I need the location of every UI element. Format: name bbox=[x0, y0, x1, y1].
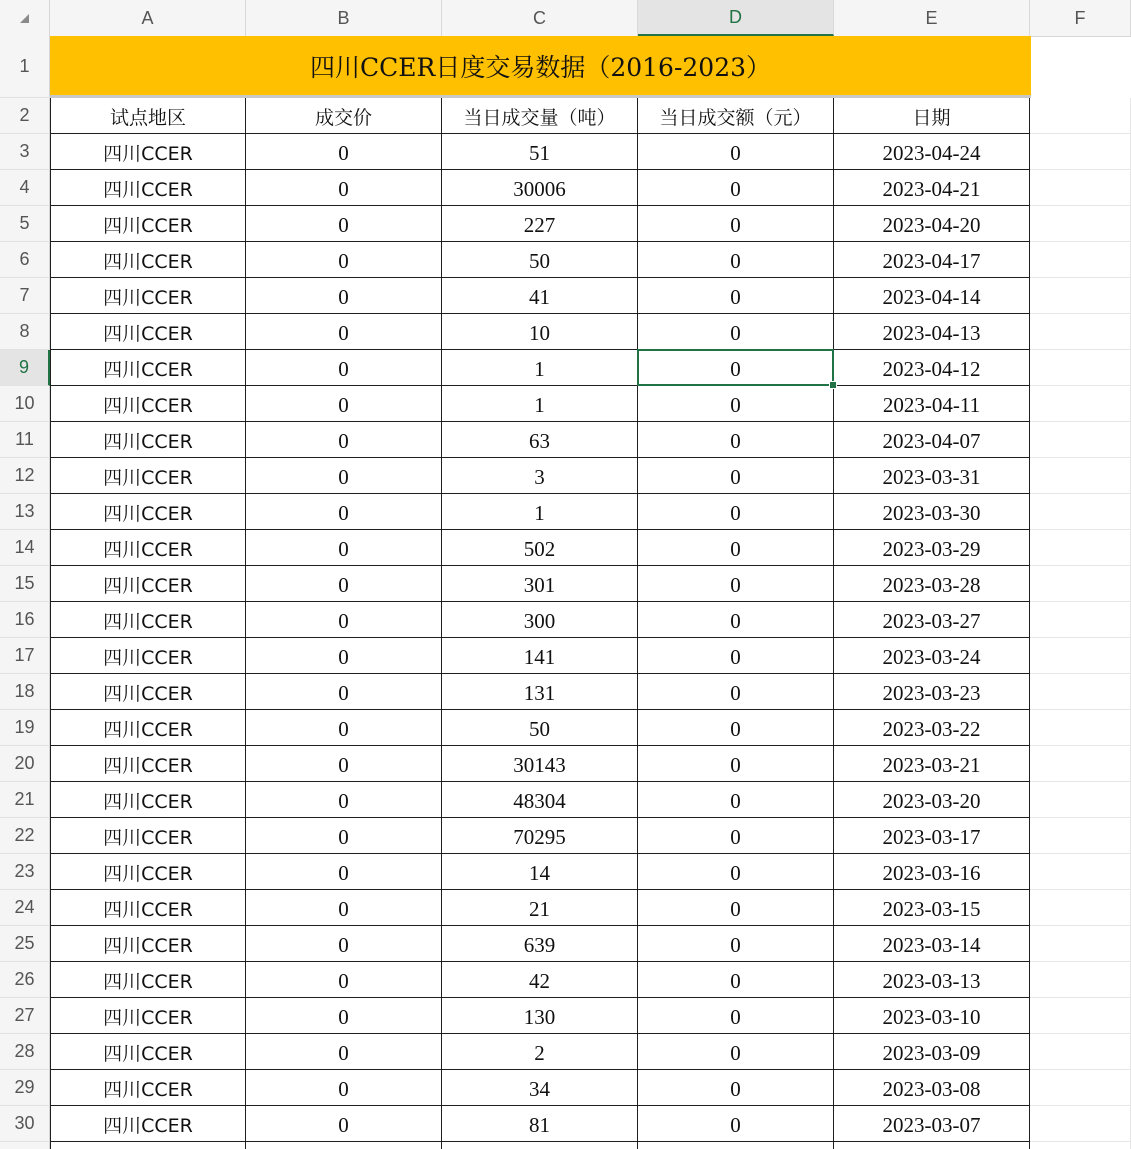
cell-d[interactable]: 0 bbox=[638, 710, 834, 746]
row-header-partial[interactable] bbox=[0, 1142, 50, 1149]
cell-f[interactable] bbox=[1030, 242, 1131, 278]
cell-c[interactable]: 50 bbox=[442, 710, 638, 746]
table-row bbox=[50, 854, 1131, 890]
cell-c[interactable]: 3 bbox=[442, 458, 638, 494]
cell-f[interactable] bbox=[1030, 890, 1131, 926]
cell-c[interactable]: 639 bbox=[442, 926, 638, 962]
cell-a[interactable]: 四川CCER bbox=[50, 602, 246, 638]
row-header-11[interactable]: 11 bbox=[0, 422, 50, 458]
row-header-28[interactable]: 28 bbox=[0, 1034, 50, 1070]
row-header-24[interactable]: 24 bbox=[0, 890, 50, 926]
cell-b[interactable]: 0 bbox=[246, 494, 442, 530]
cell-d[interactable]: 0 bbox=[638, 1070, 834, 1106]
cell-c[interactable]: 70295 bbox=[442, 818, 638, 854]
cell-b[interactable]: 0 bbox=[246, 278, 442, 314]
cell-f[interactable] bbox=[1030, 494, 1131, 530]
table-row bbox=[50, 566, 1131, 602]
cell-e[interactable]: 2023-03-24 bbox=[834, 638, 1030, 674]
cell-c[interactable]: 130 bbox=[442, 998, 638, 1034]
table-row bbox=[50, 638, 1131, 674]
cell-d[interactable]: 0 bbox=[638, 350, 834, 386]
table-row bbox=[50, 170, 1131, 206]
cell-c[interactable]: 51 bbox=[442, 134, 638, 170]
cell-d[interactable] bbox=[638, 1142, 834, 1149]
cell-f[interactable] bbox=[1030, 566, 1131, 602]
cell-a[interactable]: 四川CCER bbox=[50, 854, 246, 890]
cell-c[interactable]: 1 bbox=[442, 386, 638, 422]
cell-e[interactable]: 2023-04-14 bbox=[834, 278, 1030, 314]
cell-b[interactable]: 0 bbox=[246, 1034, 442, 1070]
cell-d[interactable]: 0 bbox=[638, 386, 834, 422]
cell-f[interactable] bbox=[1030, 134, 1131, 170]
cell-c[interactable]: 2 bbox=[442, 1034, 638, 1070]
cell-d[interactable]: 0 bbox=[638, 1106, 834, 1142]
row-header-19[interactable]: 19 bbox=[0, 710, 50, 746]
table-row bbox=[50, 314, 1131, 350]
table-row bbox=[50, 242, 1131, 278]
cell-a[interactable]: 四川CCER bbox=[50, 422, 246, 458]
cell-a[interactable]: 四川CCER bbox=[50, 278, 246, 314]
cell-a[interactable]: 四川CCER bbox=[50, 746, 246, 782]
cell-b[interactable]: 0 bbox=[246, 458, 442, 494]
table-row bbox=[50, 1106, 1131, 1142]
cell-e[interactable]: 2023-03-21 bbox=[834, 746, 1030, 782]
cell-a[interactable] bbox=[50, 1142, 246, 1149]
cell-b[interactable]: 0 bbox=[246, 998, 442, 1034]
cell-e[interactable]: 2023-04-07 bbox=[834, 422, 1030, 458]
cell-f[interactable] bbox=[1030, 386, 1131, 422]
cell-b[interactable]: 0 bbox=[246, 206, 442, 242]
cell-f[interactable] bbox=[1030, 350, 1131, 386]
cell-e[interactable]: 2023-03-09 bbox=[834, 1034, 1030, 1070]
cell-e[interactable]: 2023-03-22 bbox=[834, 710, 1030, 746]
cell-a[interactable]: 四川CCER bbox=[50, 782, 246, 818]
cell-f[interactable] bbox=[1030, 854, 1131, 890]
cell-a[interactable]: 四川CCER bbox=[50, 458, 246, 494]
row-header-6[interactable]: 6 bbox=[0, 242, 50, 278]
cell-b[interactable]: 0 bbox=[246, 926, 442, 962]
cell-c[interactable]: 21 bbox=[442, 890, 638, 926]
cell-a[interactable]: 四川CCER bbox=[50, 1106, 246, 1142]
cell-c[interactable]: 227 bbox=[442, 206, 638, 242]
table-row bbox=[50, 1070, 1131, 1106]
cell-d[interactable]: 0 bbox=[638, 242, 834, 278]
cell-b[interactable]: 0 bbox=[246, 890, 442, 926]
table-row bbox=[50, 350, 1131, 386]
row-header-20[interactable]: 20 bbox=[0, 746, 50, 782]
cell-f[interactable] bbox=[1030, 782, 1131, 818]
row-header-10[interactable]: 10 bbox=[0, 386, 50, 422]
cell-e[interactable]: 2023-03-07 bbox=[834, 1106, 1030, 1142]
cell-d[interactable]: 0 bbox=[638, 602, 834, 638]
cell-f[interactable] bbox=[1030, 206, 1131, 242]
cell-e[interactable]: 2023-03-15 bbox=[834, 890, 1030, 926]
cell-e[interactable]: 2023-04-13 bbox=[834, 314, 1030, 350]
cell-d[interactable]: 0 bbox=[638, 314, 834, 350]
cell-d[interactable]: 当日成交额（元） bbox=[638, 98, 834, 134]
row-header-7[interactable]: 7 bbox=[0, 278, 50, 314]
header-row bbox=[50, 98, 1131, 134]
cell-e[interactable]: 2023-03-17 bbox=[834, 818, 1030, 854]
cell-c[interactable]: 502 bbox=[442, 530, 638, 566]
table-row bbox=[50, 494, 1131, 530]
cell-c[interactable]: 1 bbox=[442, 350, 638, 386]
row-header-25[interactable]: 25 bbox=[0, 926, 50, 962]
table-row bbox=[50, 530, 1131, 566]
column-header-b[interactable]: B bbox=[246, 0, 442, 36]
cell-f[interactable] bbox=[1030, 530, 1131, 566]
cell-d[interactable]: 0 bbox=[638, 746, 834, 782]
table-row bbox=[50, 602, 1131, 638]
cell-c[interactable]: 10 bbox=[442, 314, 638, 350]
table-row bbox=[50, 386, 1131, 422]
cell-a[interactable]: 四川CCER bbox=[50, 350, 246, 386]
table-row bbox=[50, 674, 1131, 710]
title-cell[interactable]: 四川CCER日度交易数据（2016-2023） bbox=[50, 36, 1031, 98]
cell-d[interactable]: 0 bbox=[638, 926, 834, 962]
row-header-9[interactable]: 9 bbox=[0, 350, 50, 386]
cell-a[interactable]: 四川CCER bbox=[50, 1034, 246, 1070]
cell-f[interactable] bbox=[1030, 170, 1131, 206]
table-row bbox=[50, 206, 1131, 242]
row-header-8[interactable]: 8 bbox=[0, 314, 50, 350]
cell-a[interactable]: 四川CCER bbox=[50, 206, 246, 242]
table-row-partial bbox=[50, 1142, 1131, 1149]
cell-c[interactable]: 14 bbox=[442, 854, 638, 890]
cell-a[interactable]: 四川CCER bbox=[50, 242, 246, 278]
column-header-e[interactable]: E bbox=[834, 0, 1030, 36]
cell-a[interactable]: 四川CCER bbox=[50, 926, 246, 962]
table-row bbox=[50, 746, 1131, 782]
cell-f[interactable] bbox=[1030, 1070, 1131, 1106]
row-header-15[interactable]: 15 bbox=[0, 566, 50, 602]
cell-e[interactable]: 2023-03-23 bbox=[834, 674, 1030, 710]
cell-a[interactable]: 四川CCER bbox=[50, 314, 246, 350]
cell-c[interactable]: 30006 bbox=[442, 170, 638, 206]
row-header-4[interactable]: 4 bbox=[0, 170, 50, 206]
cell-b[interactable]: 0 bbox=[246, 314, 442, 350]
cell-e[interactable]: 2023-03-30 bbox=[834, 494, 1030, 530]
cell-f[interactable] bbox=[1030, 998, 1131, 1034]
row-header-21[interactable]: 21 bbox=[0, 782, 50, 818]
cell-e[interactable]: 2023-03-08 bbox=[834, 1070, 1030, 1106]
row-header-17[interactable]: 17 bbox=[0, 638, 50, 674]
cell-b[interactable]: 0 bbox=[246, 602, 442, 638]
cell-f[interactable] bbox=[1030, 1034, 1131, 1070]
row-header-1[interactable]: 1 bbox=[0, 36, 50, 98]
cell-b[interactable]: 0 bbox=[246, 1106, 442, 1142]
cell-d[interactable]: 0 bbox=[638, 638, 834, 674]
cell-f[interactable] bbox=[1030, 710, 1131, 746]
cell-f[interactable] bbox=[1030, 818, 1131, 854]
row-header-5[interactable]: 5 bbox=[0, 206, 50, 242]
row-header-18[interactable]: 18 bbox=[0, 674, 50, 710]
cell-d[interactable]: 0 bbox=[638, 422, 834, 458]
cell-e[interactable]: 2023-03-27 bbox=[834, 602, 1030, 638]
row-header-27[interactable]: 27 bbox=[0, 998, 50, 1034]
table-row bbox=[50, 782, 1131, 818]
cell-b[interactable] bbox=[246, 1142, 442, 1149]
cell-c[interactable]: 300 bbox=[442, 602, 638, 638]
cell-a[interactable]: 四川CCER bbox=[50, 818, 246, 854]
row-header-13[interactable]: 13 bbox=[0, 494, 50, 530]
cell-e[interactable]: 日期 bbox=[834, 98, 1030, 134]
cell-b[interactable]: 0 bbox=[246, 134, 442, 170]
cell-c[interactable]: 301 bbox=[442, 566, 638, 602]
cell-b[interactable]: 0 bbox=[246, 350, 442, 386]
cell-a[interactable]: 四川CCER bbox=[50, 170, 246, 206]
cell-b[interactable]: 0 bbox=[246, 638, 442, 674]
cell-e[interactable]: 2023-03-29 bbox=[834, 530, 1030, 566]
row-header-22[interactable]: 22 bbox=[0, 818, 50, 854]
cell-f[interactable] bbox=[1030, 458, 1131, 494]
cell-f[interactable] bbox=[1030, 602, 1131, 638]
cell-e[interactable]: 2023-03-28 bbox=[834, 566, 1030, 602]
cell-c[interactable]: 131 bbox=[442, 674, 638, 710]
cell-c[interactable]: 81 bbox=[442, 1106, 638, 1142]
cell-e[interactable] bbox=[834, 1142, 1030, 1149]
cell-d[interactable]: 0 bbox=[638, 890, 834, 926]
cell-a[interactable]: 试点地区 bbox=[50, 98, 246, 134]
cell-f[interactable] bbox=[1030, 962, 1131, 998]
cell-d[interactable]: 0 bbox=[638, 854, 834, 890]
cell-e[interactable]: 2023-04-11 bbox=[834, 386, 1030, 422]
cell-a[interactable]: 四川CCER bbox=[50, 134, 246, 170]
column-header-d[interactable]: D bbox=[638, 0, 834, 36]
cell-d[interactable]: 0 bbox=[638, 530, 834, 566]
cell-f[interactable] bbox=[1030, 278, 1131, 314]
cell-e[interactable]: 2023-04-24 bbox=[834, 134, 1030, 170]
cell-d[interactable]: 0 bbox=[638, 134, 834, 170]
cell-a[interactable]: 四川CCER bbox=[50, 1070, 246, 1106]
cell-b[interactable]: 0 bbox=[246, 674, 442, 710]
cell-a[interactable]: 四川CCER bbox=[50, 638, 246, 674]
cell-b[interactable]: 0 bbox=[246, 386, 442, 422]
cell-c[interactable]: 1 bbox=[442, 494, 638, 530]
cell-d[interactable]: 0 bbox=[638, 278, 834, 314]
table-row bbox=[50, 422, 1131, 458]
cell-e[interactable]: 2023-03-13 bbox=[834, 962, 1030, 998]
cell-a[interactable]: 四川CCER bbox=[50, 998, 246, 1034]
cell-a[interactable]: 四川CCER bbox=[50, 494, 246, 530]
cell-f[interactable] bbox=[1030, 746, 1131, 782]
cell-a[interactable]: 四川CCER bbox=[50, 674, 246, 710]
cell-f[interactable] bbox=[1030, 422, 1131, 458]
cell-b[interactable]: 0 bbox=[246, 530, 442, 566]
cell-a[interactable]: 四川CCER bbox=[50, 962, 246, 998]
cell-f[interactable] bbox=[1030, 1106, 1131, 1142]
row-header-2[interactable]: 2 bbox=[0, 98, 50, 134]
cell-c[interactable]: 50 bbox=[442, 242, 638, 278]
cell-d[interactable]: 0 bbox=[638, 170, 834, 206]
table-row bbox=[50, 710, 1131, 746]
cell-f[interactable] bbox=[1030, 926, 1131, 962]
row-header-29[interactable]: 29 bbox=[0, 1070, 50, 1106]
cell-c[interactable]: 48304 bbox=[442, 782, 638, 818]
cell-e[interactable]: 2023-03-31 bbox=[834, 458, 1030, 494]
cell-b[interactable]: 0 bbox=[246, 170, 442, 206]
row-header-14[interactable]: 14 bbox=[0, 530, 50, 566]
cell-c[interactable]: 141 bbox=[442, 638, 638, 674]
cell-a[interactable]: 四川CCER bbox=[50, 530, 246, 566]
cell-b[interactable]: 0 bbox=[246, 1070, 442, 1106]
cell-f[interactable] bbox=[1030, 1142, 1131, 1149]
table-row bbox=[50, 998, 1131, 1034]
cell-e[interactable]: 2023-03-16 bbox=[834, 854, 1030, 890]
cell-d[interactable]: 0 bbox=[638, 566, 834, 602]
column-header-a[interactable]: A bbox=[50, 0, 246, 36]
cell-f[interactable] bbox=[1030, 314, 1131, 350]
cell-e[interactable]: 2023-03-14 bbox=[834, 926, 1030, 962]
cell-b[interactable]: 0 bbox=[246, 242, 442, 278]
cell-d[interactable]: 0 bbox=[638, 998, 834, 1034]
cell-a[interactable]: 四川CCER bbox=[50, 386, 246, 422]
table-row bbox=[50, 458, 1131, 494]
cell-b[interactable]: 0 bbox=[246, 818, 442, 854]
cell-e[interactable]: 2023-04-17 bbox=[834, 242, 1030, 278]
select-all-icon bbox=[20, 14, 29, 23]
cell-c[interactable]: 41 bbox=[442, 278, 638, 314]
cell-d[interactable]: 0 bbox=[638, 818, 834, 854]
row-header-12[interactable]: 12 bbox=[0, 458, 50, 494]
cell-b[interactable]: 成交价 bbox=[246, 98, 442, 134]
cell-b[interactable]: 0 bbox=[246, 566, 442, 602]
column-header-c[interactable]: C bbox=[442, 0, 638, 36]
select-all-corner[interactable] bbox=[0, 0, 50, 36]
cell-e[interactable]: 2023-04-12 bbox=[834, 350, 1030, 386]
cell-b[interactable]: 0 bbox=[246, 746, 442, 782]
cell-b[interactable]: 0 bbox=[246, 962, 442, 998]
cell-b[interactable]: 0 bbox=[246, 710, 442, 746]
cell-a[interactable]: 四川CCER bbox=[50, 710, 246, 746]
cell-b[interactable]: 0 bbox=[246, 782, 442, 818]
cell-c[interactable]: 34 bbox=[442, 1070, 638, 1106]
row-header-23[interactable]: 23 bbox=[0, 854, 50, 890]
row-header-16[interactable]: 16 bbox=[0, 602, 50, 638]
row-header-30[interactable]: 30 bbox=[0, 1106, 50, 1142]
cell-f[interactable] bbox=[1030, 638, 1131, 674]
cell-d[interactable]: 0 bbox=[638, 494, 834, 530]
column-header-f[interactable]: F bbox=[1030, 0, 1131, 36]
table-row bbox=[50, 818, 1131, 854]
cell-c[interactable]: 63 bbox=[442, 422, 638, 458]
cell-b[interactable]: 0 bbox=[246, 422, 442, 458]
table-row bbox=[50, 926, 1131, 962]
cell-e[interactable]: 2023-03-10 bbox=[834, 998, 1030, 1034]
cell-c[interactable]: 30143 bbox=[442, 746, 638, 782]
cell-d[interactable]: 0 bbox=[638, 1034, 834, 1070]
table-row bbox=[50, 278, 1131, 314]
cell-a[interactable]: 四川CCER bbox=[50, 566, 246, 602]
cell-d[interactable]: 0 bbox=[638, 674, 834, 710]
cell-d[interactable]: 0 bbox=[638, 962, 834, 998]
cell-d[interactable]: 0 bbox=[638, 206, 834, 242]
cell-c[interactable] bbox=[442, 1142, 638, 1149]
cell-f[interactable] bbox=[1030, 674, 1131, 710]
cell-a[interactable]: 四川CCER bbox=[50, 890, 246, 926]
row-header-26[interactable]: 26 bbox=[0, 962, 50, 998]
cell-b[interactable]: 0 bbox=[246, 854, 442, 890]
row-header-3[interactable]: 3 bbox=[0, 134, 50, 170]
cell-c[interactable]: 42 bbox=[442, 962, 638, 998]
cell-c[interactable]: 当日成交量（吨） bbox=[442, 98, 638, 134]
cell-e[interactable]: 2023-03-20 bbox=[834, 782, 1030, 818]
cell-e[interactable]: 2023-04-21 bbox=[834, 170, 1030, 206]
cell-e[interactable]: 2023-04-20 bbox=[834, 206, 1030, 242]
table-row bbox=[50, 134, 1131, 170]
cell-d[interactable]: 0 bbox=[638, 458, 834, 494]
table-row bbox=[50, 962, 1131, 998]
cell-f[interactable] bbox=[1030, 98, 1131, 134]
table-row bbox=[50, 1034, 1131, 1070]
cell-d[interactable]: 0 bbox=[638, 782, 834, 818]
table-row bbox=[50, 890, 1131, 926]
